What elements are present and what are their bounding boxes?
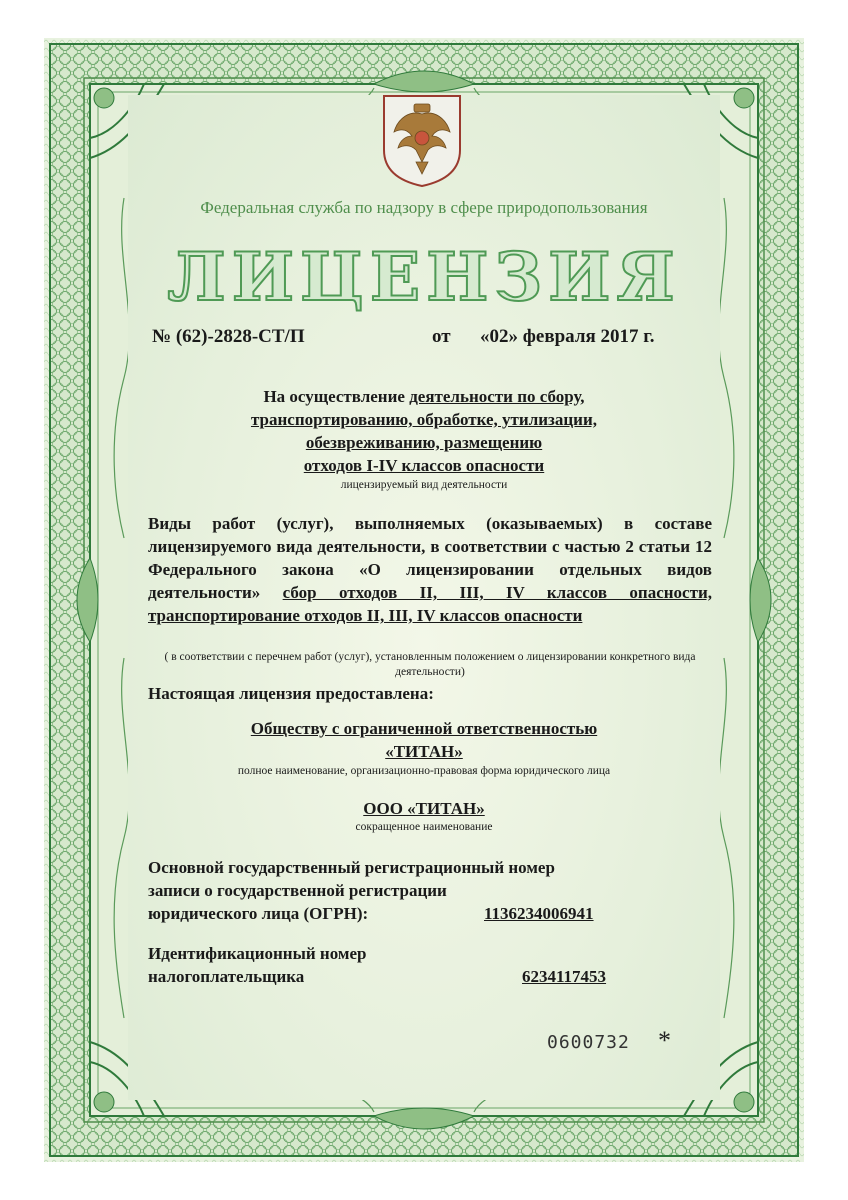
works-value: сбор отходов II, III, IV классов опасности, транспортирование отходов II, III, IV классов опасности bbox=[148, 583, 712, 625]
activity-prefix: На осуществление bbox=[263, 387, 405, 406]
org-full-name-line-2: «ТИТАН» bbox=[385, 742, 463, 761]
activity-line-1 bbox=[150, 386, 698, 408]
activity-line-3: обезвреживанию, размещению bbox=[305, 433, 543, 452]
ogrn-label-1: Основной государственный регистрационный номер bbox=[148, 858, 555, 877]
org-short-name: ООО «ТИТАН» bbox=[363, 799, 485, 818]
ogrn-label-3: юридического лица (ОГРН): bbox=[148, 904, 369, 923]
license-number: № (62)-2828-СТ/П bbox=[152, 326, 305, 347]
inn-label-1: Идентификационный номер bbox=[148, 944, 367, 963]
coat-of-arms-emblem bbox=[380, 92, 464, 188]
granted-label: Настоящая лицензия предоставлена: bbox=[148, 684, 434, 703]
works-text: Виды работ (услуг), выполняемых (оказываемых) в составе лицензируемого вида деятельности, в соответствии с частью 2 статьи 12 Федерального закона «О лицензировании отдельных видов деятельности» bbox=[148, 514, 712, 602]
activity-text-1: деятельности по сбору, bbox=[409, 387, 585, 406]
date-from-label: от bbox=[432, 326, 451, 347]
works-paragraph bbox=[148, 512, 712, 627]
inn-value: 6234117453 bbox=[522, 967, 607, 986]
inn-label-2: налогоплательщика bbox=[148, 967, 305, 986]
activity-line-4: отходов I-IV классов опасности bbox=[303, 456, 545, 475]
ogrn-label-2: записи о государственной регистрации bbox=[148, 881, 447, 900]
serial-star-mark: * bbox=[658, 1026, 671, 1055]
works-note: ( в соответствии с перечнем работ (услуг), установленным положением о лицензировании конкретного вида деятельности) bbox=[164, 651, 696, 678]
ogrn-value: 1136234006941 bbox=[484, 904, 594, 923]
license-date: «02» февраля 2017 г. bbox=[480, 326, 655, 347]
activity-caption: лицензируемый вид деятельности bbox=[340, 479, 508, 491]
blank-serial-number: 0600732 bbox=[547, 1032, 630, 1053]
issuing-agency: Федеральная служба по надзору в сфере природопользования bbox=[200, 198, 648, 217]
org-full-name-caption: полное наименование, организационно-правовая форма юридического лица bbox=[237, 765, 611, 777]
activity-line-2: транспортированию, обработке, утилизации, bbox=[250, 410, 598, 429]
document-title: ЛИЦЕНЗИЯ bbox=[167, 238, 681, 316]
org-short-name-caption: сокращенное наименование bbox=[355, 821, 493, 833]
org-full-name-line-1: Обществу с ограниченной ответственностью bbox=[250, 719, 598, 738]
